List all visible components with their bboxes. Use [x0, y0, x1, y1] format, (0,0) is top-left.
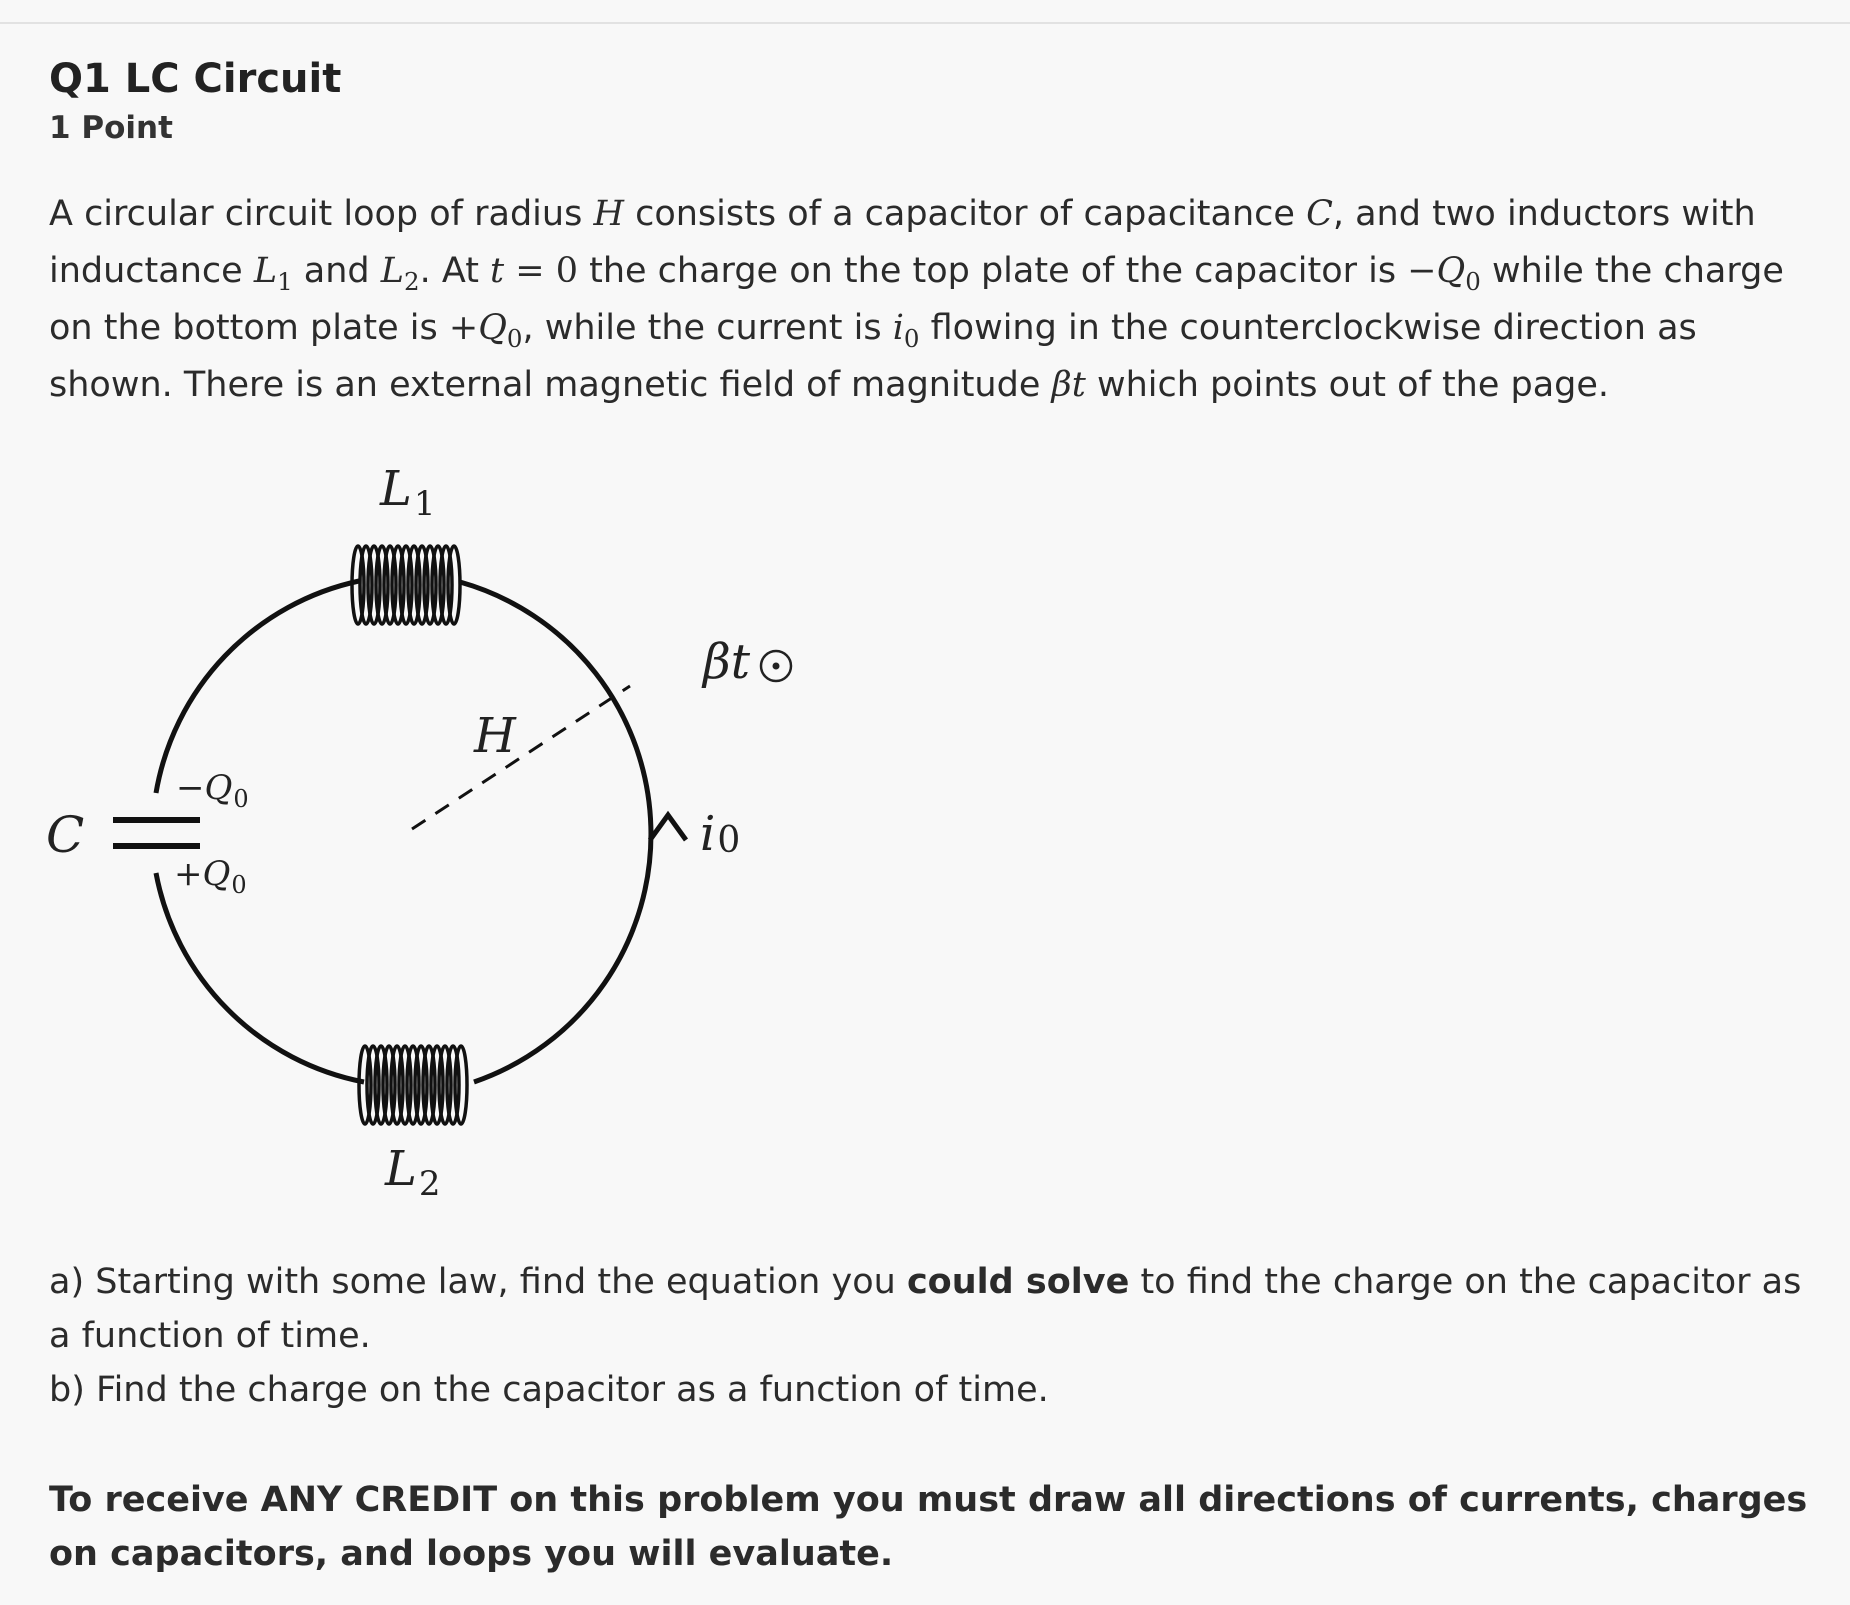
label-bottom-charge: $+Q_0$	[174, 854, 247, 899]
circuit-arc-right	[460, 582, 651, 1082]
question-prompt: A circular circuit loop of radius H consists of a capacitor of capacitance C, and two inductors with inductance $L_1$ and $L_2$. At t = 0 the charge on the top plate of the capacitor is $-Q_0$ while the charge on the bottom plate is $+Q_0$, while the current is $i_0$ flowing in the counterclockwise direction as shown. There is an external magnetic field of magnitude βt which points out of the page.	[49, 194, 1784, 405]
question-parts	[49, 1255, 1809, 1417]
radius-dashed-line	[412, 686, 630, 829]
label-l2: $L_2$	[385, 1141, 441, 1204]
question-title: Q1 LC Circuit	[49, 56, 342, 102]
circuit-arc-left-bottom	[156, 873, 364, 1082]
label-l1: $L_1$	[380, 461, 436, 524]
part-a: a) Starting with some law, find the equation you could solve to find the charge on the capacitor as a function of time.	[49, 1262, 1802, 1356]
inductor-l2-coil	[359, 1046, 467, 1124]
current-arrow-icon	[650, 815, 686, 840]
top-divider	[0, 22, 1850, 24]
circuit-diagram	[0, 440, 900, 1220]
label-field: βt	[703, 634, 751, 690]
field-dot-icon	[773, 663, 780, 670]
label-radius: H	[474, 708, 516, 764]
label-current: i0	[700, 806, 741, 862]
label-capacitor: C	[46, 806, 85, 864]
label-top-charge: $-Q_0$	[176, 768, 249, 813]
inductor-l1-coil	[352, 546, 460, 624]
part-b: b) Find the charge on the capacitor as a function of time.	[49, 1370, 1049, 1410]
question-points: 1 Point	[49, 110, 173, 146]
circuit-arc-left-top	[156, 581, 359, 793]
credit-warning: To receive ANY CREDIT on this problem you must draw all directions of currents, charges on capacitors, and loops you will evaluate.	[49, 1480, 1808, 1574]
